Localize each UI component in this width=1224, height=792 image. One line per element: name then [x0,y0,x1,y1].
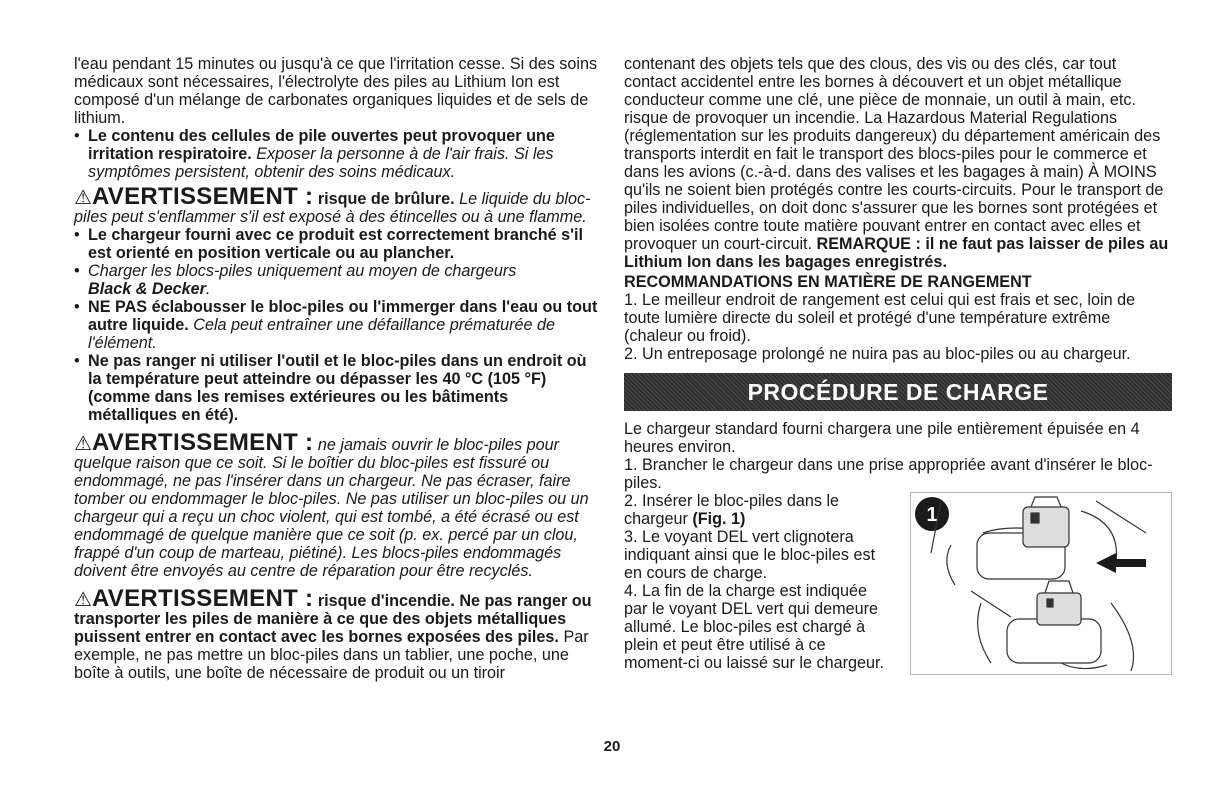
charge-step-4: 4. La fin de la charge est indiquée par le voyant DEL vert qui demeure allumé. Le bloc-piles est chargé à plein et peut être utilisé à ce moment-ci ou laissé sur le chargeur. [624,582,885,672]
bullet-charger-orientation [74,226,600,262]
warning-fire-subject: risque d'incendie. Ne pas ranger ou transporter les piles de manière à ce que des objets métalliques puissent entrer en contact avec les bornes exposées des piles. [74,592,592,646]
bullet-temperature [74,352,600,424]
warning-triangle-icon: ⚠ [74,589,92,611]
charger-bottom-drawing [971,581,1134,671]
bullet-respiratory-italic: Exposer la personne à de l'air frais. Si les symptômes persistent, obtenir des soins médicaux. [88,145,554,181]
left-column [74,55,600,682]
page-number: 20 [603,738,621,755]
warning-do-not-open-text: ne jamais ouvrir le bloc-piles pour quelque raison que ce soit. Si le boîtier du bloc-piles est fissuré ou endommagé, ne pas l'insérer dans un chargeur. Ne pas écraser, faire tomber ou endommager le bloc-piles. Ne pas utiliser un bloc-piles ou un chargeur qui a reçu un choc violent, qui est tombé, a été écrasé ou est endommagé de quelque manière que ce soit (p. ex. percé par un clou, frappé d'un coup de marteau, piétiné). Les blocs-piles endommagés doivent être envoyés au centre de réparation pour être recyclés. [74,436,589,580]
charge-step-1: 1. Brancher le chargeur dans une prise appropriée avant d'insérer le bloc-piles. [624,456,1153,492]
bullet-respiratory [74,127,600,181]
bullet-charger-only: • Charger les blocs-piles uniquement au moyen de chargeurs Black & Decker. [74,262,600,298]
transport-text: contenant des objets tels que des clous, des vis ou des clés, car tout contact accidentel entre les bornes à découvert et un objet métallique conducteur comme une clé, une pièce de monnaie, un outil à main, etc. risque de provoquer un incendie. La Hazardous Material Regulations (réglementation sur les produits dangereux) du département américain des transports interdit en fait le transport des blocs-piles pour le commerce et dans les avions (c.-à-d. dans des valises et les bagages à main) À MOINS qu'ils ne soient bien protégés contre les courts-circuits. Pour le transport de piles individuelles, on doit donc s'assurer que les bornes sont protégées et bien isolées contre toute matière pouvant entrer en contact avec elles et provoquer un court-circuit. [624,55,1164,253]
storage-item-2: 2. Un entreposage prolongé ne nuira pas au bloc-piles ou au chargeur. [624,345,1131,363]
insert-arrow-icon [1096,553,1146,573]
right-column [624,55,1172,672]
storage-item-1: 1. Le meilleur endroit de rangement est celui qui est frais et sec, loin de toute lumière directe du soleil et protégé d'une température extrême (chaleur ou froid). [624,291,1136,345]
warning-fire-text: Par exemple, ne pas mettre un bloc-piles dans un tablier, une poche, une boîte à outils, une boîte de nécessaire de produit ou un tiroir [74,628,589,682]
bullet-temperature-text: Ne pas ranger ni utiliser l'outil et le bloc-piles dans un endroit où la température peut atteindre ou dépasser les 40 °C (105 °F) (comme dans les remises extérieures ou les bâtiments métalliques en été). [88,352,587,424]
charger-illustration [911,493,1171,674]
bullet-charger-orientation-text: Le chargeur fourni avec ce produit est correctement branché s'il est orienté en position verticale ou au plancher. [88,226,584,262]
left-intro-paragraph: l'eau pendant 15 minutes ou jusqu'à ce que l'irritation cesse. Si des soins médicaux sont nécessaires, l'électrolyte des piles au Lithium Ion est composé d'un mélange de carbonates organiques liquides et de sels de lithium. [74,55,598,127]
bullet-no-liquid [74,298,600,352]
transport-note: REMARQUE : il ne faut pas laisser de piles au Lithium Ion dans les bagages enregistrés. [624,235,1169,271]
warning-do-not-open-title: AVERTISSEMENT : [91,429,314,456]
warning-burn-text: Le liquide du bloc-piles peut s'enflammer s'il est exposé à des étincelles ou à une flamme. [74,190,591,226]
warning-burn [74,183,600,226]
warning-triangle-icon: ⚠ [74,187,92,209]
charge-steps-with-figure [624,492,1172,672]
warning-burn-title: AVERTISSEMENT : [91,183,314,210]
warning-fire [74,585,600,682]
transport-paragraph [624,55,1172,271]
bullet-no-liquid-bold: NE PAS éclabousser le bloc-piles ou l'immerger dans l'eau ou tout autre liquide. [88,298,598,334]
bullet-charger-only-brand: Black & Decker [88,280,206,298]
figure-reference: (Fig. 1) [692,510,746,528]
charging-procedure-banner: PROCÉDURE DE CHARGE [624,373,1172,411]
bullet-charger-only-text: Charger les blocs-piles uniquement au moyen de chargeurs [88,262,517,280]
figure-1-charger-illustration [910,492,1172,675]
charge-step-2 [624,492,892,528]
bullet-respiratory-bold: Le contenu des cellules de pile ouvertes peut provoquer une irritation respiratoire. [88,127,555,163]
warning-triangle-icon: ⚠ [74,433,92,455]
charge-step-3: 3. Le voyant DEL vert clignotera indiquant ainsi que le bloc-piles est en cours de charge. [624,528,876,582]
warning-burn-subject: risque de brûlure. [317,190,455,208]
warning-fire-title: AVERTISSEMENT : [91,585,314,612]
warning-do-not-open [74,429,600,580]
storage-heading: RECOMMANDATIONS EN MATIÈRE DE RANGEMENT [624,273,1032,291]
figure-number-label: 1 [926,504,938,526]
bullet-no-liquid-italic: Cela peut entraîner une défaillance prématurée de l'élément. [88,316,556,352]
charge-steps-text [624,492,892,672]
charge-step-2-text: 2. Insérer le bloc-piles dans le chargeur [624,492,840,528]
charge-intro: Le chargeur standard fourni chargera une pile entièrement épuisée en 4 heures environ. [624,420,1140,456]
